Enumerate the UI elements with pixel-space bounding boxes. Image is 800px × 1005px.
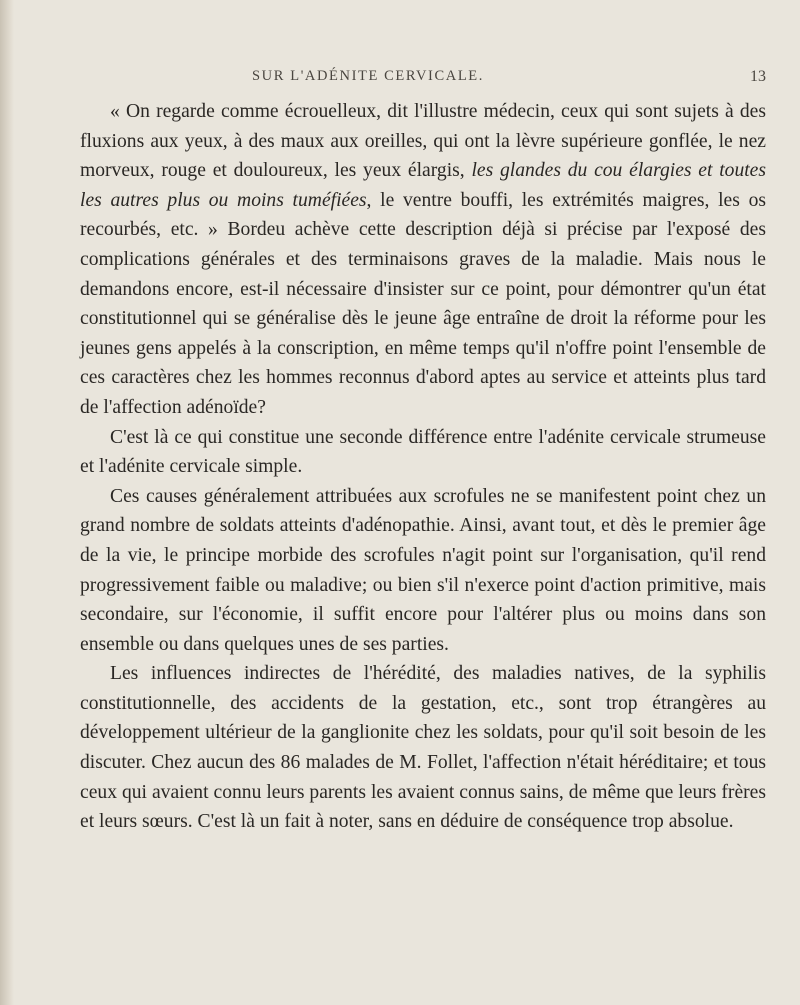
paragraph-1-text-after: , le ventre bouffi, les extrémités maigres, les os recourbés, etc. » Bordeu achève cette description déjà si précise par l'exposé des complications générales et des terminaisons graves de la maladie. Mais nous le demandons encore, est-il nécessaire d'insister sur ce point, pour démontrer qu'un état constitutionnel qui se généralise dès le jeune âge entraîne de droit la réforme pour les jeunes gens appelés à la conscription, en même temps qu'il n'offre point l'ensemble de ces caractères chez les hommes reconnus d'abord aptes au service et atteints plus tard de l'affection adénoïde? <box>80 189 766 418</box>
paragraph-2: C'est là ce qui constitue une seconde différence entre l'adénite cervicale strumeuse et l'adénite cervicale simple. <box>80 426 766 478</box>
paragraph-1 <box>80 97 766 423</box>
paragraph-1-italic-quote: les glandes du cou élargies et toutes les autres plus ou moins tuméfiées <box>80 160 767 211</box>
page-number: 13 <box>750 68 766 85</box>
page-binding-edge <box>0 0 14 1005</box>
paragraph-3: Ces causes généralement attribuées aux scrofules ne se manifestent point chez un grand nombre de soldats atteints d'adénopathie. Ainsi, avant tout, et dès le premier âge de la vie, le principe morbide des scrofules n'agit point sur l'organisation, qu'il rend progressivement faible ou maladive; ou bien s'il n'exerce point d'action primitive, mais secondaire, sur l'économie, il suffit encore pour l'altérer plus ou moins dans son ensemble ou dans quelques unes de ses parties. <box>80 485 766 655</box>
body-text <box>80 97 766 837</box>
running-title: SUR L'ADÉNITE CERVICALE. <box>252 68 484 84</box>
running-header <box>252 68 772 85</box>
paragraph-1-text-before: « On regarde comme écrouelleux, dit l'illustre médecin, ceux qui sont sujets à des fluxions aux yeux, à des maux aux oreilles, qui ont la lèvre supérieure gonflée, le nez morveux, rouge et douloureux, les yeux élargis, <box>80 101 766 182</box>
paragraph-4: Les influences indirectes de l'hérédité, des maladies natives, de la syphilis constitutionnelle, des accidents de la gestation, etc., sont trop étrangères au développement ultérieur de la ganglionite chez les soldats, pour qu'il soit besoin de les discuter. Chez aucun des 86 malades de M. Follet, l'affection n'était héréditaire; et tous ceux qui avaient connu leurs parents les avaient connus sains, de même que leurs frères et leurs sœurs. C'est là un fait à noter, sans en déduire de conséquence trop absolue. <box>80 663 766 833</box>
